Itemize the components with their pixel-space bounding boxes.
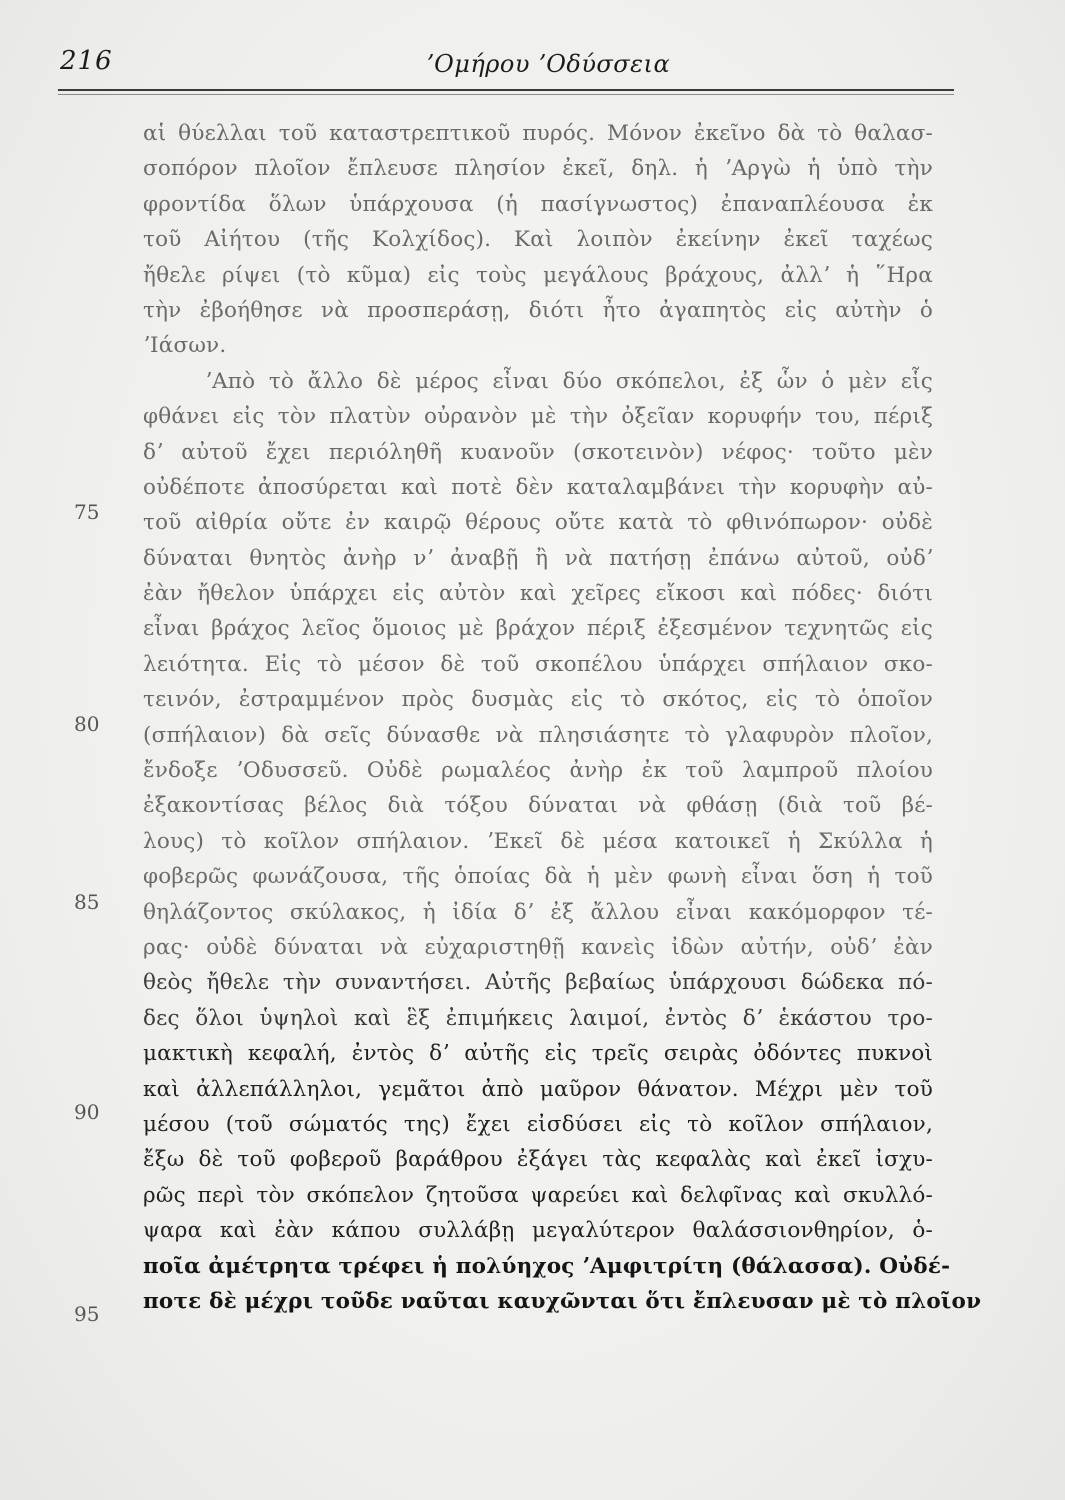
- text-line: λους) τὸ κοῖλον σπήλαιον. ʼΕκεῖ δὲ μέσα κατοικεῖ ἡ Σκύλλα ἡ: [143, 828, 933, 854]
- text-line: δʼ αὐτοῦ ἔχει περιόληθῆ κυανοῦν (σκοτεινὸν) νέφος· τοῦτο μὲν: [143, 439, 933, 465]
- text-line: δες ὅλοι ὑψηλοὶ καὶ ἓξ ἐπιμήκεις λαιμοί, ἐντὸς δʼ ἑκάστου τρο-: [143, 1005, 933, 1031]
- text-line: τοῦ αἰθρία οὔτε ἐν καιρῷ θέρους οὔτε κατὰ τὸ φθινόπωρον· οὐδὲ: [143, 510, 933, 536]
- page-header: [60, 46, 952, 86]
- text-line: τοῦ Αἰήτου (τῆς Κολχίδος). Καὶ λοιπὸν ἐκείνην ἐκεῖ ταχέως: [143, 227, 933, 253]
- header-rule: [58, 89, 954, 91]
- running-title: ʼΟμήρου ʼΟδύσσεια: [426, 50, 671, 78]
- text-line: ρας· οὐδὲ δύναται νὰ εὐχαριστηθῇ κανεὶς ἰδὼν αὐτήν, οὐδʼ ἐὰν: [143, 934, 933, 960]
- text-line: φοβερῶς φωνάζουσα, τῆς ὁποίας δὰ ἡ μὲν φωνὴ εἶναι ὅση ἡ τοῦ: [143, 864, 933, 890]
- main-text: [143, 116, 982, 1319]
- text-line: καὶ ἀλλεπάλληλοι, γεμᾶτοι ἀπὸ μαῦρον θάνατον. Μέχρι μὲν τοῦ: [143, 1076, 933, 1102]
- text-line: ἐξακοντίσας βέλος διὰ τόξου δύναται νὰ φθάσῃ (διὰ τοῦ βέ-: [143, 793, 933, 819]
- text-line: ψαρα καὶ ἐὰν κάπου συλλάβῃ μεγαλύτερον θαλάσσιονθηρίον, ὁ-: [143, 1218, 933, 1244]
- text-line: δύναται θνητὸς ἀνὴρ νʼ ἀναβῇ ἢ νὰ πατήσῃ ἐπάνω αὐτοῦ, οὐδʼ: [143, 545, 933, 571]
- text-line: (σπήλαιον) δὰ σεῖς δύνασθε νὰ πλησιάσητε τὸ γλαφυρὸν πλοῖον,: [143, 722, 933, 748]
- text-line: ποῖα ἀμέτρητα τρέφει ἡ πολύηχος ʼΑμφιτρίτη (θάλασσα). Οὐδέ-: [143, 1253, 951, 1279]
- text-line: τὴν ἐβοήθησε νὰ προσπεράσῃ, διότι ἦτο ἀγαπητὸς εἰς αὐτὴν ὁ: [143, 297, 933, 323]
- text-line: οὐδέποτε ἀποσύρεται καὶ ποτὲ δὲν καταλαμβάνει τὴν κορυφὴν αὐ-: [143, 474, 933, 500]
- line-number-80: 80: [74, 712, 100, 736]
- text-line: ʼΙάσων.: [143, 333, 227, 359]
- line-number-margin: [0, 0, 110, 1500]
- text-line: θηλάζοντος σκύλακος, ἡ ἰδία δʼ ἐξ ἄλλου εἶναι κακόμορφον τέ-: [143, 899, 933, 925]
- text-line: φροντίδα ὅλων ὑπάρχουσα (ἡ πασίγνωστος) ἐπαναπλέουσα ἐκ: [143, 191, 933, 217]
- text-line: εἶναι βράχος λεῖος ὅμοιος μὲ βράχον πέριξ ἐξεσμένον τεχνητῶς εἰς: [143, 616, 933, 642]
- text-line: ἔξω δὲ τοῦ φοβεροῦ βαράθρου ἐξάγει τὰς κεφαλὰς καὶ ἐκεῖ ἰσχυ-: [143, 1147, 933, 1173]
- text-line: ἐὰν ἤθελον ὑπάρχει εἰς αὐτὸν καὶ χεῖρες εἴκοσι καὶ πόδες· διότι: [143, 581, 933, 607]
- text-line: σοπόρον πλοῖον ἔπλευσε πλησίον ἐκεῖ, δηλ. ἡ ʼΑργὼ ἡ ὑπὸ τὴν: [143, 156, 933, 182]
- page-number: 216: [60, 46, 113, 76]
- line-number-85: 85: [74, 890, 100, 914]
- text-line: ποτε δὲ μέχρι τοῦδε ναῦται καυχῶνται ὅτι ἔπλευσαν μὲ τὸ πλοῖον: [143, 1288, 982, 1314]
- line-number-90: 90: [74, 1100, 100, 1124]
- text-line: τεινόν, ἐστραμμένον πρὸς δυσμὰς εἰς τὸ σκότος, εἰς τὸ ὁποῖον: [143, 687, 933, 713]
- header-rule-thin: [58, 94, 954, 95]
- text-line: μακτικὴ κεφαλή, ἐντὸς δʼ αὐτῆς εἰς τρεῖς σειρὰς ὀδόντες πυκνοὶ: [143, 1041, 933, 1067]
- text-line: φθάνει εἰς τὸν πλατὺν οὐρανὸν μὲ τὴν ὀξεῖαν κορυφήν του, πέριξ: [143, 404, 933, 430]
- text-line: ἔνδοξε ʼΟδυσσεῦ. Οὐδὲ ρωμαλέος ἀνὴρ ἐκ τοῦ λαμπροῦ πλοίου: [143, 758, 933, 784]
- text-line: λειότητα. Εἰς τὸ μέσον δὲ τοῦ σκοπέλου ὑπάρχει σπήλαιον σκο-: [143, 651, 933, 677]
- line-number-75: 75: [74, 500, 100, 524]
- text-line: ρῶς περὶ τὸν σκόπελον ζητοῦσα ψαρεύει καὶ δελφῖνας καὶ σκυλλό-: [143, 1182, 933, 1208]
- text-line: ʼΑπὸ τὸ ἄλλο δὲ μέρος εἶναι δύο σκόπελοι, ἐξ ὧν ὁ μὲν εἷς: [205, 368, 933, 394]
- text-line: ἤθελε ρίψει (τὸ κῦμα) εἰς τοὺς μεγάλους βράχους, ἀλλʼ ἡ ῞Ηρα: [143, 262, 933, 288]
- text-line: μέσου (τοῦ σώματός της) ἔχει εἰσδύσει εἰς τὸ κοῖλον σπήλαιον,: [143, 1111, 933, 1137]
- text-line: αἱ θύελλαι τοῦ καταστρεπτικοῦ πυρός. Μόνον ἐκεῖνο δὰ τὸ θαλασ-: [143, 121, 933, 146]
- line-number-95: 95: [74, 1302, 100, 1326]
- text-line: θεὸς ἤθελε τὴν συναντήσει. Αὐτῆς βεβαίως ὑπάρχουσι δώδεκα πό-: [143, 970, 933, 996]
